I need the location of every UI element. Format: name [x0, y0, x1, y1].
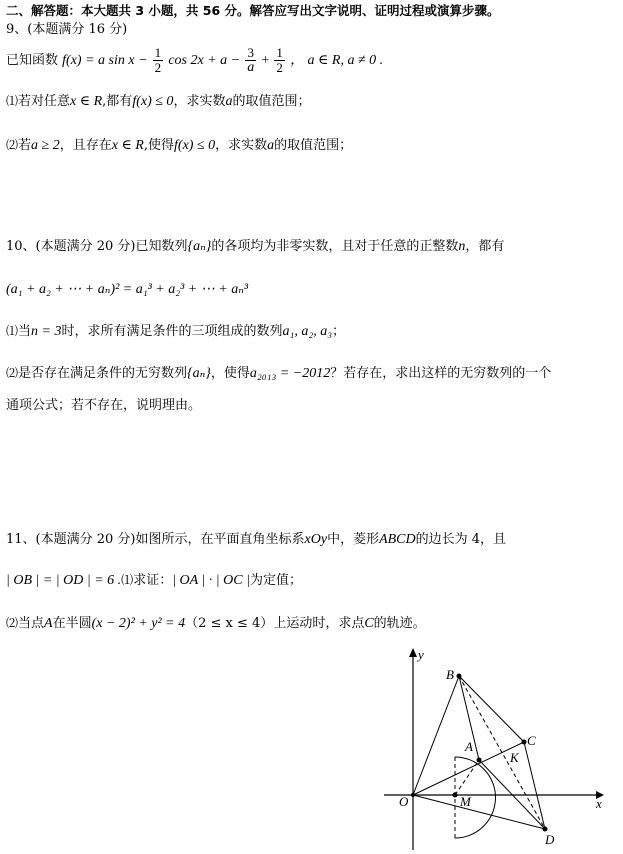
point-O — [411, 793, 415, 797]
label-B: B — [446, 667, 454, 682]
label-A: A — [465, 739, 473, 754]
label-K: K — [510, 750, 519, 765]
p9-condition: ， a ∈ R, a ≠ 0 . — [290, 53, 384, 68]
problem-9-part-1: ⑴若对任意x ∈ R,都有f(x) ≤ 0，求实数a的取值范围； — [6, 94, 311, 109]
problem-9-header: 9、(本题满分 16 分) — [6, 22, 128, 37]
problem-10-part-2-cont: 通项公式；若不存在，说明理由。 — [6, 398, 202, 413]
point-C — [522, 740, 527, 745]
point-A — [477, 758, 482, 763]
p9-func-lhs: f(x) = a sin x − — [62, 53, 148, 68]
p9-plus: + — [261, 53, 270, 68]
p9-func-mid: cos 2x + a − — [168, 53, 241, 68]
label-O: O — [399, 794, 409, 809]
problem-10-intro: 10、(本题满分 20 分)已知数列{aₙ}的各项均为非零实数，且对于任意的正整数n，都有 — [6, 239, 505, 254]
line-MA — [455, 760, 479, 795]
problem-10-equation: (a₁ + a₂ + ⋯ + aₙ)² = a₁³ + a₂³ + ⋯ + aₙ³ — [6, 282, 249, 297]
problem-11-part-2: ⑵当点A在半圆(x − 2)² + y² = 4（2 ≤ x ≤ 4）上运动时，求点C的轨迹。 — [6, 616, 426, 631]
label-x: x — [596, 796, 602, 811]
section-title: 二、解答题：本大题共 3 小题，共 56 分。解答应写出文字说明、证明过程或演算步骤。 — [6, 3, 500, 18]
side-BC — [459, 676, 524, 742]
side-OD — [413, 795, 545, 829]
problem-9-part-2: ⑵若a ≥ 2，且存在x ∈ R,使得f(x) ≤ 0，求实数a的取值范围； — [6, 138, 353, 153]
p9-frac-3: $\frac{1}{2}$ — [276, 45, 283, 75]
label-M: M — [460, 794, 471, 809]
label-y: y — [418, 647, 424, 662]
rhombus-figure — [380, 640, 623, 854]
problem-9-function — [6, 46, 383, 76]
problem-11-condition: | OB | = | OD | = 6 .⑴求证：| OA | · | OC |为定值； — [6, 573, 302, 588]
side-CD — [524, 742, 545, 829]
p9-intro: 已知函数 — [6, 53, 59, 68]
label-D: D — [545, 832, 555, 847]
point-B — [457, 674, 462, 679]
p9-frac-1: $\frac{1}{2}$ — [154, 45, 162, 75]
label-C: C — [527, 733, 536, 748]
problem-11-intro: 11、(本题满分 20 分)如图所示，在平面直角坐标系xOy中，菱形ABCD的边长为 4，且 — [6, 532, 507, 547]
problem-10-part-1: ⑴当n = 3时，求所有满足条件的三项组成的数列a₁, a₂, a₃； — [6, 324, 346, 339]
y-axis-arrow — [409, 648, 417, 657]
problem-10-part-2: ⑵是否存在满足条件的无穷数列{aₙ}，使得a₂₀₁₃ = −2012？若存在，求出这样的无穷数列的一个 — [6, 366, 552, 381]
side-OB — [413, 676, 459, 795]
point-D — [543, 827, 548, 832]
p9-frac-2: $\frac{3}{a}$ — [247, 45, 255, 75]
point-M — [453, 793, 458, 798]
